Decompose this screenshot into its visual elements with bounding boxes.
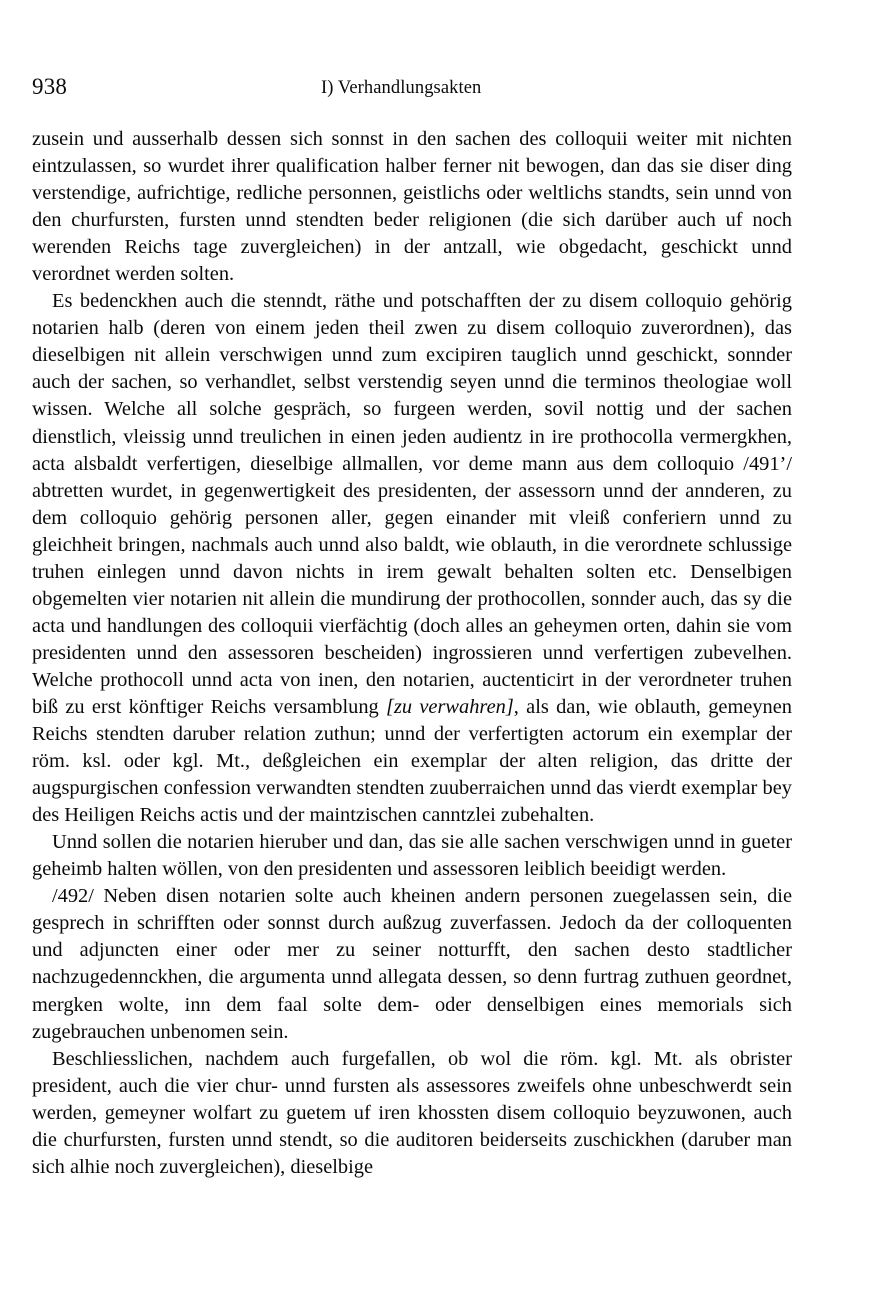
page-number: 938 [32,74,68,99]
paragraph-5: Beschliesslichen, nachdem auch furgefallen, ob wol die röm. kgl. Mt. als obrister president, auch die vier chur- unnd fursten als assessores zweifels ohne unbeschwerdt sein werden, gemeyner wolfart zu guetem uf iren khossten disem colloquio beyzuwonen, auch die churfursten, fursten unnd stendt, so die auditoren beiderseits zuschickhen (daruber man sich alhie noch zuvergleichen), dieselbige [32,1047,792,1178]
paragraph-3: Unnd sollen die notarien hieruber und dan, das sie alle sachen verschwigen unnd in gueter geheimb halten wöllen, von den presidenten und assessoren leiblich beeidigt werden. [32,831,792,881]
editorial-insertion: [zu verwahren] [386,695,514,718]
paragraph-2 [32,288,792,829]
paragraph-1: zusein und ausserhalb dessen sich sonnst in den sachen des colloquii weiter mit nichten eintzulassen, so wurdet ihrer qualification halber ferner nit bewogen, dan das sie diser ding verstendige, aufrichtige, redliche personnen, geistlichs oder weltlichs standts, sein unnd von den churfursten, fursten unnd stendten beder religionen (die sich darüber auch uf noch werenden Reichs tage zuvergleichen) in der antzall, wie obgedacht, geschickt unnd verordnet werden solten. [32,128,792,286]
running-head [32,74,792,100]
running-head-title: I) Verhandlungsakten [321,78,482,98]
paragraph-2-part-1: Es bedenckhen auch die stenndt, räthe und potschafften der zu disem colloquio gehörig notarien halb (deren von einem jeden theil zwen zu disem colloquio zuverordnen), das dieselbigen nit allein verschwigen unnd zum excipiren tauglich unnd geschickt, sonnder auch der sachen, so verhandlet, selbst verstendig seyen unnd die terminos theologiae woll wissen. Welche all solche gespräch, so furgeen werden, sovil nottig und der sachen dienstlich, vleissig unnd treulichen in einen jeden audientz in ire prothocolla vermergkhen, acta alsbaldt verfertigen, dieselbige allmallen, vor deme mann aus dem colloquio /491’/ abtretten wurdet, in gegenwertigkeit des presidenten, der assessorn unnd der annderen, zu dem colloquio gehörig personen aller, gegen einander mit vleiß conferiern unnd zu gleichheit bringen, nachmals auch unnd also baldt, wie oblauth, in die verordnete schlussige truhen einlegen unnd davon nichts in irem gewalt behalten solten etc. Denselbigen obgemelten vier notarien nit allein die mundirung der prothocollen, sonnder auch, das sy die acta und handlungen des colloquii vierfächtig (doch alles an geheymen orten, dahin sie vom presidenten unnd den assessoren bescheiden) ingrossieren unnd verfertigen zubevelhen. Welche prothocoll unnd acta von inen, den notarien, auctenticirt in der verordneter truhen biß zu erst könftiger Reichs versamblung [32,290,792,718]
paragraph-2-part-2: , als dan, wie oblauth, gemeynen Reichs stendten daruber relation zuthun; unnd der verfertigten actorum ein exemplar der röm. ksl. oder kgl. Mt., deßgleichen ein exemplar der alten religion, das dritte der augspurgischen confession verwandten stendten zuuberraichen unnd das vierdt exemplar bey des Heiligen Reichs actis und der maintzischen canntzlei zubehalten. [32,695,792,827]
paragraph-4: /492/ Neben disen notarien solte auch kheinen andern personen zuegelassen sein, die gesprech in schrifften oder sonnst durch außzug zuverfassen. Jedoch da der colloquenten und adjuncten einer oder mer zu seiner notturfft, den sachen desto stadtlicher nachzugedennckhen, die argumenta unnd allegata dessen, so denn furtrag zuthuen geordnet, mergken wolte, inn dem faal solte dem- oder denselbigen eines memorials sich zugebrauchen unbenomen sein. [32,885,792,1043]
body-text-column [32,126,792,1181]
